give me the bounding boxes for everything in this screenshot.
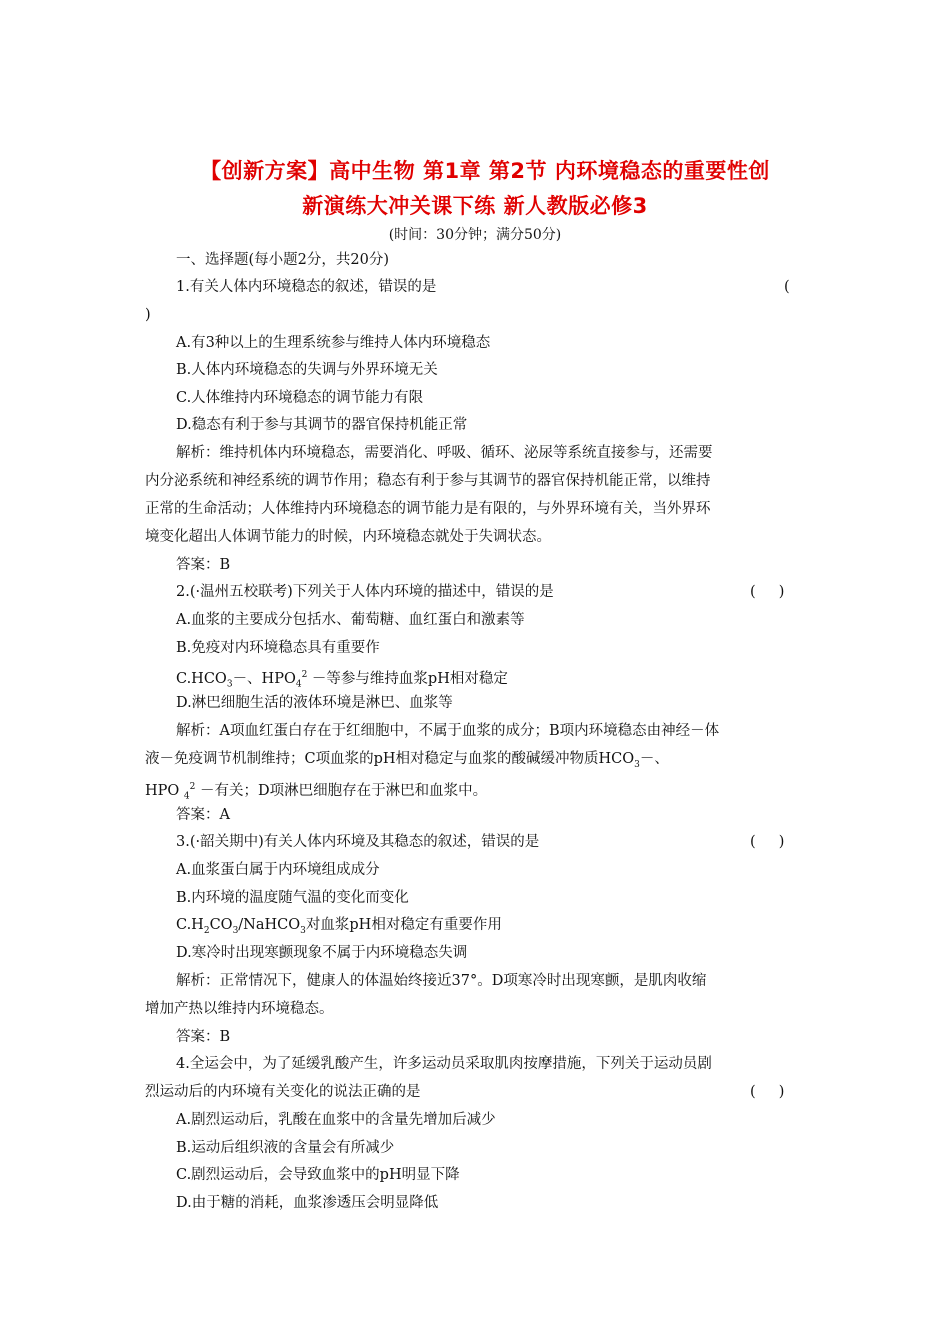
q3-option-a: A.血浆蛋白属于内环境组成成分 — [176, 862, 380, 878]
q1-paren-close: ) — [145, 307, 151, 323]
page-title-line-1: 【创新方案】高中生物 第1章 第2节 内环境稳态的重要性创 — [200, 159, 770, 183]
q1-option-c: C.人体维持内环境稳态的调节能力有限 — [176, 390, 424, 406]
q4-paren: ( ) — [750, 1084, 785, 1100]
q1-explanation-2: 内分泌系统和神经系统的调节作用；稳态有利于参与其调节的器官保持机能正常，以维持 — [145, 473, 711, 489]
q1-explanation-4: 境变化超出人体调节能力的时候，内环境稳态就处于失调状态。 — [145, 529, 551, 545]
q1-explanation-3: 正常的生命活动；人体维持内环境稳态的调节能力是有限的，与外界环境有关，当外界环 — [145, 501, 711, 517]
q1-option-d: D.稳态有利于参与其调节的器官保持机能正常 — [176, 417, 468, 433]
q2-option-b: B.免疫对内环境稳态具有重要作 — [176, 640, 380, 656]
q3-stem: 3.(·韶关期中)有关人体内环境及其稳态的叙述，错误的是 — [176, 834, 540, 850]
q1-answer: 答案：B — [176, 557, 231, 573]
section-heading: 一、选择题(每小题2分，共20分) — [176, 252, 389, 268]
q3-option-d: D.寒冷时出现寒颤现象不属于内环境稳态失调 — [176, 945, 468, 961]
q2-explanation-3: HPO $_4^2$ －有关；D项淋巴细胞存在于淋巴和血浆中。 — [145, 782, 488, 802]
q3-explanation-1: 解析：正常情况下，健康人的体温始终接近37°。D项寒冷时出现寒颤，是肌肉收缩 — [176, 973, 707, 989]
q1-option-a: A.有3种以上的生理系统参与维持人体内环境稳态 — [176, 335, 491, 351]
page-title-line-2: 新演练大冲关课下练 新人教版必修3 — [302, 194, 648, 218]
q2-explanation-2: 液－免疫调节机制维持；C项血浆的pH相对稳定与血浆的酸碱缓冲物质$HCO_3-$、 — [145, 751, 669, 770]
q4-stem-1: 4.全运会中，为了延缓乳酸产生，许多运动员采取肌肉按摩措施，下列关于运动员剧 — [176, 1056, 712, 1072]
q4-option-a: A.剧烈运动后，乳酸在血浆中的含量先增加后减少 — [176, 1112, 496, 1128]
q3-option-b: B.内环境的温度随气温的变化而变化 — [176, 890, 409, 906]
q2-option-a: A.血浆的主要成分包括水、葡萄糖、血红蛋白和激素等 — [176, 612, 525, 628]
q1-option-b: B.人体内环境稳态的失调与外界环境无关 — [176, 362, 438, 378]
q2-explanation-1: 解析：A项血红蛋白存在于红细胞中，不属于血浆的成分；B项内环境稳态由神经－体 — [176, 723, 720, 739]
q2-stem: 2.(·温州五校联考)下列关于人体内环境的描述中，错误的是 — [176, 584, 554, 600]
q4-stem-2: 烈运动后的内环境有关变化的说法正确的是 — [145, 1084, 421, 1100]
q2-answer: 答案：A — [176, 807, 230, 823]
q1-stem: 1.有关人体内环境稳态的叙述，错误的是 — [176, 279, 437, 295]
q4-option-c: C.剧烈运动后，会导致血浆中的pH明显下降 — [176, 1167, 460, 1183]
q3-paren: ( ) — [750, 834, 785, 850]
q3-answer: 答案：B — [176, 1029, 231, 1045]
q1-paren-open: ( — [784, 279, 790, 295]
q2-option-c: $C.HCO_3-$、$HPO_4^2$ －等参与维持血浆pH相对稳定 — [176, 670, 508, 690]
q2-option-d: D.淋巴细胞生活的液体环境是淋巴、血浆等 — [176, 695, 453, 711]
q4-option-b: B.运动后组织液的含量会有所减少 — [176, 1140, 395, 1156]
q1-explanation-1: 解析：维持机体内环境稳态，需要消化、呼吸、循环、泌尿等系统直接参与，还需要 — [176, 445, 713, 461]
q2-paren: ( ) — [750, 584, 785, 600]
q4-option-d: D.由于糖的消耗，血浆渗透压会明显降低 — [176, 1195, 439, 1211]
q3-explanation-2: 增加产热以维持内环境稳态。 — [145, 1001, 334, 1017]
q3-option-c: $C.H_2CO_3/NaHCO_3$对血浆pH相对稳定有重要作用 — [176, 917, 502, 936]
exam-meta: (时间：30分钟；满分50分) — [388, 227, 562, 243]
